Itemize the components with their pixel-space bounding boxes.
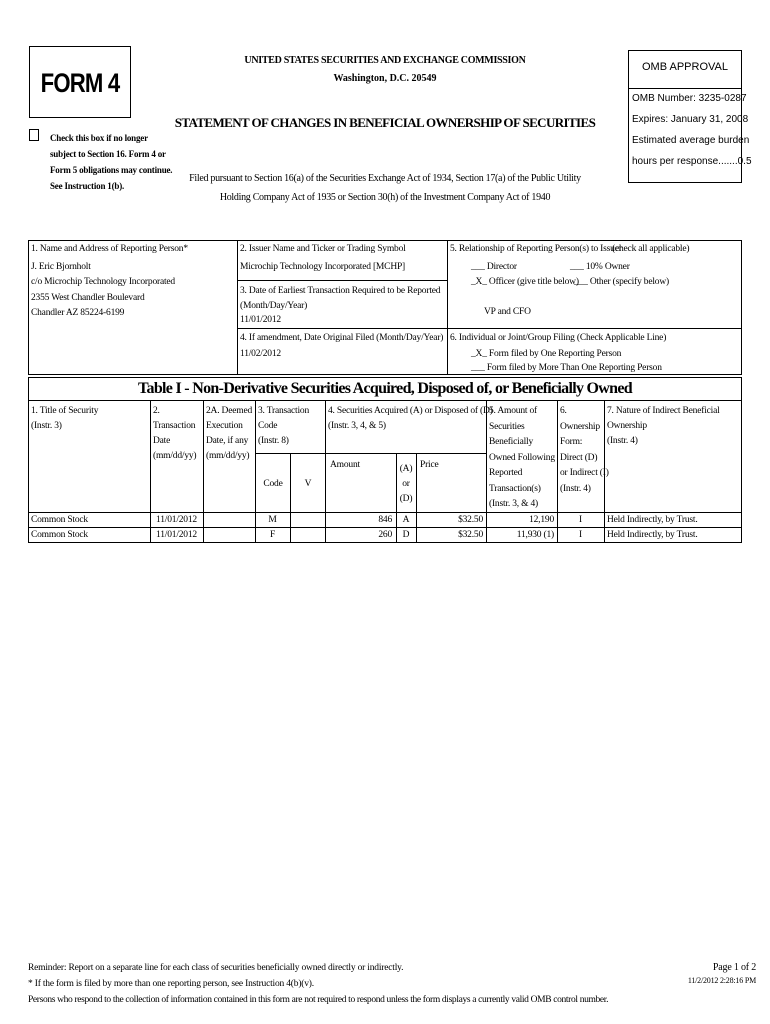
reporting-person-addr2: 2355 West Chandler Boulevard [31,293,145,303]
reporting-person-addr1: c/o Microchip Technology Incorporated [31,277,175,287]
checkbox-text: Check this box if no longer subject to Section 16. Form 4 or Form 5 obligations may continue. See Instruction 1(b). [50,133,173,191]
amendment-date: 11/02/2012 [240,349,281,359]
row-price: $32.50 [458,515,483,525]
table-1-title: Table I - Non-Derivative Securities Acquired, Disposed of, or Beneficially Owned [138,380,632,397]
relationship-other[interactable]: ___ Other (specify below) [574,277,669,287]
col-a-or-d: (A) or (D) [399,464,413,504]
row-date: 11/01/2012 [156,530,197,540]
row-date: 11/01/2012 [156,515,197,525]
issuer-label: 2. Issuer Name and Ticker or Trading Symbol [240,244,406,254]
relationship-director[interactable]: ___ Director [471,262,517,272]
relationship-ten-percent[interactable]: ___ 10% Owner [570,262,630,272]
row-owned: 11,930 (1) [516,530,554,540]
row-nature: Held Indirectly, by Trust. [607,530,698,540]
row-code: F [269,530,276,540]
footer-omb-note: Persons who respond to the collection of information contained in this form are not required to respond unless the form displays a currently valid OMB control number. [28,995,609,1005]
col-nature-indirect: 7. Nature of Indirect Beneficial Ownership (Instr. 4) [607,406,720,446]
omb-expires: Expires: January 31, 2008 [632,114,749,125]
omb-number: OMB Number: 3235-0287 [632,93,747,104]
col-title-of-security: 1. Title of Security (Instr. 3) [31,406,99,431]
relationship-label: 5. Relationship of Reporting Person(s) to Issuer [450,244,622,254]
agency-location: Washington, D.C. 20549 [333,73,437,84]
row-price: $32.50 [458,530,483,540]
row-a-or-d: A [402,515,410,525]
officer-title: VP and CFO [484,307,531,317]
col-v: V [304,479,312,489]
form-title: FORM 4 [40,68,120,98]
row-amount: 260 [378,530,392,540]
col-code: Code [263,479,283,489]
relationship-check-all: (check all applicable) [612,244,690,254]
row-title: Common Stock [31,530,88,540]
footer-note: * If the form is filed by more than one reporting person, see Instruction 4(b)(v). [28,979,314,989]
omb-burden: Estimated average burden [632,135,750,146]
print-timestamp: 11/2/2012 2:28:16 PM [687,976,756,985]
row-title: Common Stock [31,515,88,525]
footer-reminder: Reminder: Report on a separate line for each class of securities beneficially owned directly or indirectly. [28,963,404,973]
col-amount: Amount [330,460,360,470]
row-form: I [579,530,582,540]
earliest-transaction-label: 3. Date of Earliest Transaction Required to be Reported (Month/Day/Year) [240,286,441,311]
row-owned: 12,190 [529,515,554,525]
page-number: Page 1 of 2 [712,962,756,973]
relationship-officer[interactable]: _X_ Officer (give title below) [471,277,579,287]
col-transaction-code: 3. Transaction Code (Instr. 8) [258,406,310,446]
filed-pursuant-line1: Filed pursuant to Section 16(a) of the Securities Exchange Act of 1934, Section 17(a) of the Public Utility [189,173,581,184]
filing-one-person[interactable]: _X_ Form filed by One Reporting Person [471,349,622,359]
col-amount-owned: 5. Amount of Securities Beneficially Owned Following Reported Transaction(s) (Instr. 3, & 4) [489,406,555,509]
filing-type-label: 6. Individual or Joint/Group Filing (Check Applicable Line) [450,333,667,343]
reporting-person-name: J. Eric Bjornholt [31,262,91,272]
col-price: Price [420,460,439,470]
agency-name: UNITED STATES SECURITIES AND EXCHANGE COMMISSION [244,55,526,66]
row-form: I [579,515,582,525]
filing-more-persons[interactable]: ___ Form filed by More Than One Reporting Person [471,363,662,373]
row-a-or-d: D [402,530,410,540]
earliest-transaction-date: 11/01/2012 [240,315,281,325]
col-ownership-form: 6. Ownership Form: Direct (D) or Indirect (I) (Instr. 4) [560,406,609,494]
omb-approval-title: OMB APPROVAL [642,61,728,73]
col-deemed-execution-date: 2A. Deemed Execution Date, if any (mm/dd/yy) [206,406,253,461]
no-longer-subject-checkbox[interactable] [29,129,39,141]
omb-hours: hours per response.......0.5 [632,156,752,167]
amendment-label: 4. If amendment, Date Original Filed (Month/Day/Year) [240,333,444,343]
row-code: M [268,515,277,525]
statement-title: STATEMENT OF CHANGES IN BENEFICIAL OWNERSHIP OF SECURITIES [174,115,596,130]
reporting-person-addr3: Chandler AZ 85224-6199 [31,308,125,318]
row-amount: 846 [378,515,392,525]
issuer-value: Microchip Technology Incorporated [MCHP] [240,262,406,272]
col-transaction-date: 2. Transaction Date (mm/dd/yy) [153,406,197,461]
reporting-person-label: 1. Name and Address of Reporting Person* [31,244,188,254]
col-securities-acquired: 4. Securities Acquired (A) or Disposed of (D) (Instr. 3, 4, & 5) [328,406,493,431]
row-nature: Held Indirectly, by Trust. [607,515,698,525]
filed-pursuant-line2: Holding Company Act of 1935 or Section 30(h) of the Investment Company Act of 1940 [219,192,551,203]
